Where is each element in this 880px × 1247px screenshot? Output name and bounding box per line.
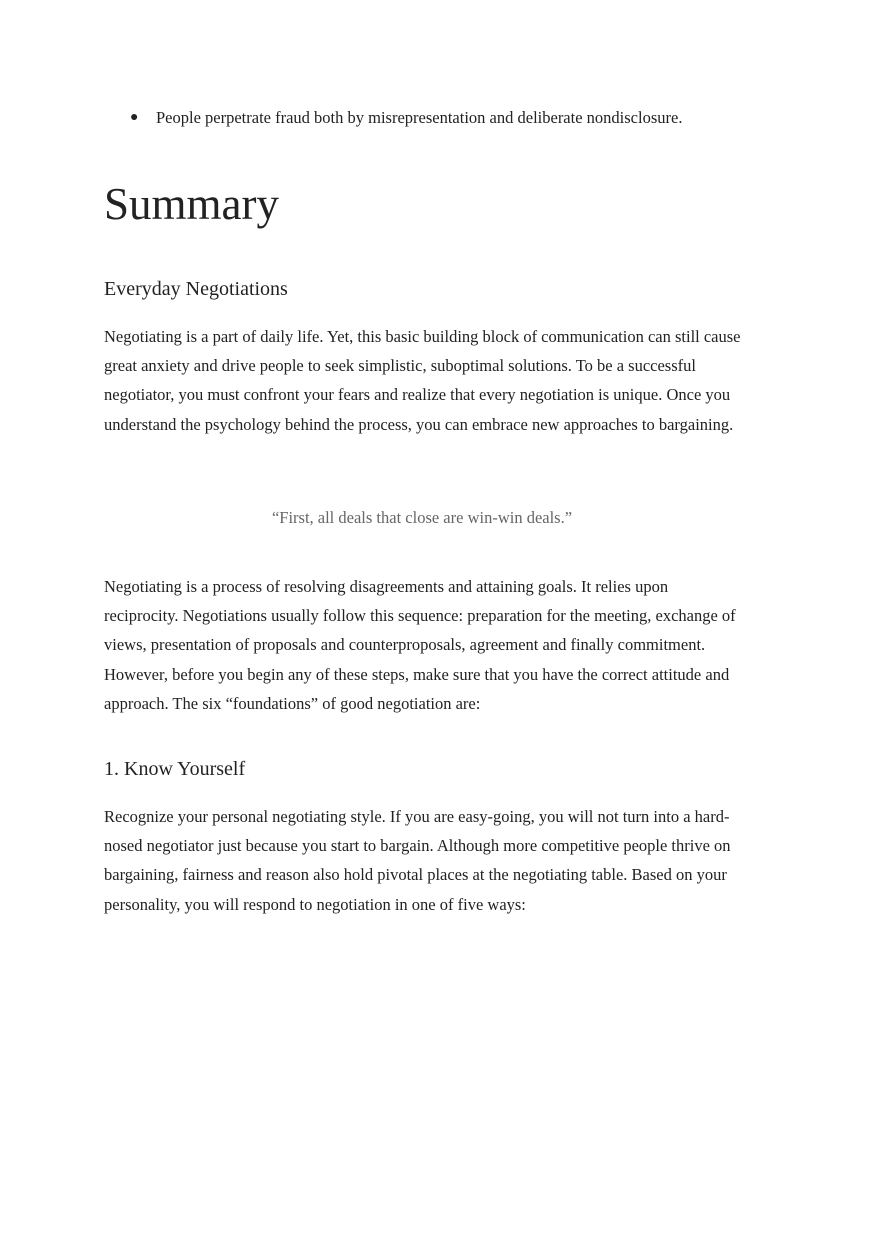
list-item [130, 106, 770, 130]
bullet-list [130, 106, 770, 130]
paragraph-everyday-intro: Negotiating is a part of daily life. Yet, this basic building block of communication can still cause great anxiety and drive people to seek simplistic, suboptimal solutions. To be a successful negotiator, you must confront your fears and realize that every negotiation is unique. Once you understand the psychology behind the process, you can embrace new approaches to bargaining. [104, 327, 741, 434]
paragraph-know-yourself: Recognize your personal negotiating style. If you are easy-going, you will not turn into a hard-nosed negotiator just because you start to bargain. Although more competitive people thrive on bargaining, fairness and reason also hold pivotal places at the negotiating table. Based on your personality, you will respond to negotiation in one of five ways: [104, 807, 731, 914]
section-heading-know-yourself: 1. Know Yourself [104, 758, 246, 780]
pull-quote: “First, all deals that close are win-win deals.” [271, 508, 573, 527]
page-title: Summary [104, 179, 279, 229]
paragraph-negotiation-process: Negotiating is a process of resolving disagreements and attaining goals. It relies upon reciprocity. Negotiations usually follow this sequence: preparation for the meeting, exchange of views, presentation of proposals and counterproposals, agreement and finally commitment. However, before you begin any of these steps, make sure that you have the correct attitude and approach. The six “foundations” of good negotiation are: [104, 577, 736, 713]
bullet-icon: ● [130, 110, 139, 125]
bullet-text: People perpetrate fraud both by misrepresentation and deliberate nondisclosure. [156, 108, 683, 127]
section-heading-everyday-negotiations: Everyday Negotiations [104, 278, 288, 300]
